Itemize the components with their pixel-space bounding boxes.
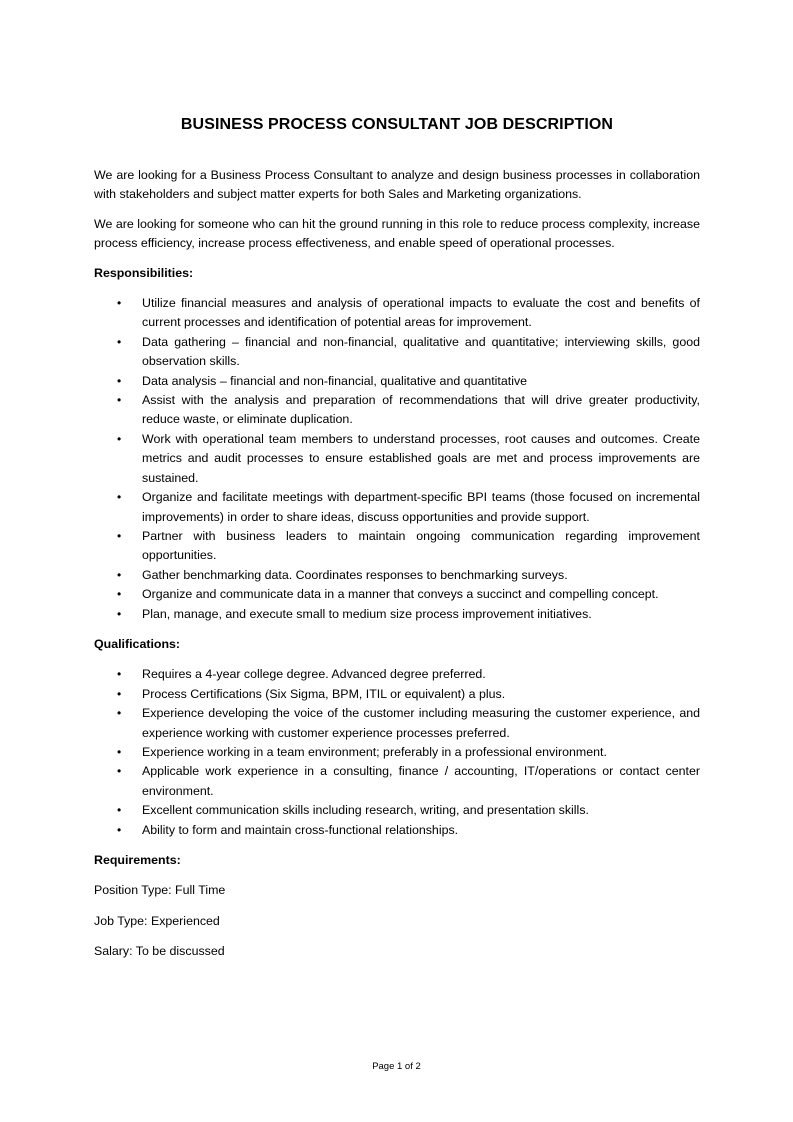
bullet-icon: • [117,431,122,446]
bullet-icon: • [117,744,122,759]
bullet-icon: • [117,393,122,408]
list-item [94,333,700,372]
list-item [94,704,700,743]
bullet-icon: • [117,706,122,721]
list-item [94,743,700,762]
bullet-icon: • [117,803,122,818]
list-item-text: Requires a 4-year college degree. Advanced degree preferred. [142,667,486,682]
list-item [94,294,700,333]
list-item-text: Gather benchmarking data. Coordinates responses to benchmarking surveys. [142,567,568,582]
document-body [94,115,700,973]
requirements-heading: Requirements: [94,853,181,867]
list-item-text: Organize and facilitate meetings with department-specific BPI teams (those focused on incremental improvements) in order to share ideas, discuss opportunities and provide support. [142,490,700,524]
bullet-icon: • [117,686,122,701]
responsibilities-heading: Responsibilities: [94,265,194,280]
list-item-text: Plan, manage, and execute small to medium size process improvement initiatives. [142,606,592,621]
bullet-icon: • [117,490,122,505]
bullet-icon: • [117,567,122,582]
list-item [94,372,700,391]
list-item [94,685,700,704]
bullet-icon: • [117,606,122,621]
bullet-icon: • [117,764,122,779]
list-item-text: Data gathering – financial and non-financial, qualitative and quantitative; interviewing skills, good observation skills. [142,334,700,369]
list-item-text: Partner with business leaders to maintain ongoing communication regarding improvement opportunities. [142,528,700,563]
intro-paragraph-2: We are looking for someone who can hit the ground running in this role to reduce process complexity, increase process efficiency, increase process effectiveness, and enable speed of operational processes. [94,216,700,251]
list-item-text: Ability to form and maintain cross-functional relationships. [142,822,459,837]
list-item-text: Assist with the analysis and preparation of recommendations that will drive greater productivity, reduce waste, or eliminate duplication. [142,393,700,427]
document-title: BUSINESS PROCESS CONSULTANT JOB DESCRIPTION [180,116,614,133]
list-item-text: Organize and communicate data in a manner that conveys a succinct and compelling concept. [142,587,659,602]
bullet-icon: • [117,334,122,349]
list-item-text: Experience working in a team environment; preferably in a professional environment. [142,744,607,759]
page-number: Page 1 of 2 [372,1061,421,1072]
bullet-icon: • [117,296,122,311]
qualifications-list [94,665,700,840]
list-item [94,801,700,820]
list-item [94,391,700,430]
list-item-text: Excellent communication skills including research, writing, and presentation skills. [142,803,589,818]
list-item [94,488,700,527]
intro-paragraph-1: We are looking for a Business Process Consultant to analyze and design business processes in collaboration with stakeholders and subject matter experts for both Sales and Marketing organizations. [94,168,700,202]
bullet-icon: • [117,373,122,388]
list-item [94,821,700,840]
list-item-text: Applicable work experience in a consulting, finance / accounting, IT/operations or contact center environment. [142,764,700,798]
list-item [94,430,700,488]
list-item-text: Data analysis – financial and non-financial, qualitative and quantitative [142,373,528,388]
qualifications-heading: Qualifications: [94,636,181,651]
bullet-icon: • [117,528,122,543]
position-type: Position Type: Full Time [94,883,226,898]
bullet-icon: • [117,667,122,682]
list-item-text: Process Certifications (Six Sigma, BPM, ITIL or equivalent) a plus. [142,686,506,701]
list-item [94,585,700,604]
bullet-icon: • [117,822,122,837]
list-item [94,762,700,801]
job-type: Job Type: Experienced [94,913,220,928]
salary: Salary: To be discussed [94,944,225,959]
list-item-text: Experience developing the voice of the customer including measuring the customer experience, and experience working with customer experience processes preferred. [142,706,700,740]
list-item [94,665,700,684]
list-item-text: Work with operational team members to understand processes, root causes and outcomes. Create metrics and audit processes to ensure established goals are met and process improvements are sustained. [142,431,700,485]
bullet-icon: • [117,587,122,602]
list-item [94,605,700,624]
list-item-text: Utilize financial measures and analysis of operational impacts to evaluate the cost and benefits of current processes and identification of potential areas for improvement. [142,296,700,330]
list-item [94,566,700,585]
list-item [94,527,700,566]
responsibilities-list [94,294,700,624]
